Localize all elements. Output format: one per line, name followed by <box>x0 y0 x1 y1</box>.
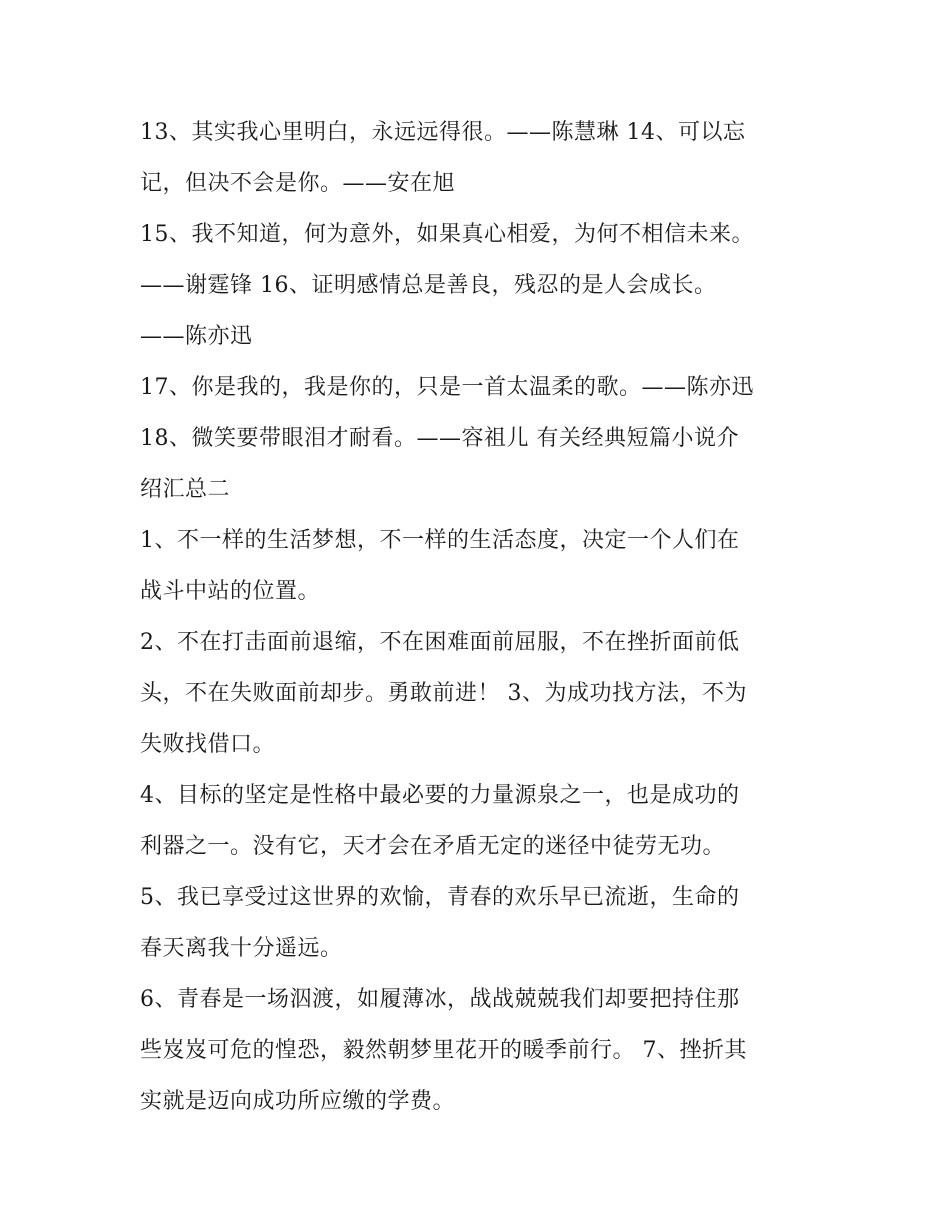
text-line: 记，但决不会是你。——安在旭 <box>140 171 456 196</box>
text-line: ——陈亦迅 <box>140 324 253 349</box>
text-line: 18、微笑要带眼泪才耐看。——容祖儿 有关经典短篇小说介 <box>140 426 739 451</box>
text-line: 5、我已享受过这世界的欢愉，青春的欢乐早已流逝，生命的 <box>140 885 740 910</box>
text-line: 实就是迈向成功所应缴的学费。 <box>140 1089 456 1114</box>
text-line: 6、青春是一场泅渡，如履薄冰，战战兢兢我们却要把持住那 <box>140 987 740 1012</box>
text-line: 1、不一样的生活梦想，不一样的生活态度，决定一个人们在 <box>140 528 740 553</box>
text-line: ——谢霆锋 16、证明感情总是善良，残忍的是人会成长。 <box>140 273 717 298</box>
text-line: 13、其实我心里明白，永远远得很。——陈慧琳 14、可以忘 <box>140 120 746 145</box>
text-line: 2、不在打击面前退缩，不在困难面前屈服，不在挫折面前低 <box>140 630 740 655</box>
text-line: 失败找借口。 <box>140 732 276 757</box>
text-line: 春天离我十分遥远。 <box>140 936 343 961</box>
text-line: 17、你是我的，我是你的，只是一首太温柔的歌。——陈亦迅 <box>140 375 754 400</box>
text-line: 头，不在失败面前却步。勇敢前进！ 3、为成功找方法，不为 <box>140 681 747 706</box>
text-line: 些岌岌可危的惶恐，毅然朝梦里花开的暖季前行。 7、挫折其 <box>140 1038 747 1063</box>
text-line: 15、我不知道，何为意外，如果真心相爱，为何不相信未来。 <box>140 222 754 247</box>
text-line: 利器之一。没有它，天才会在矛盾无定的迷径中徒劳无功。 <box>140 834 726 859</box>
text-line: 战斗中站的位置。 <box>140 579 321 604</box>
document-page <box>140 107 820 1127</box>
text-line: 4、目标的坚定是性格中最必要的力量源泉之一，也是成功的 <box>140 783 740 808</box>
text-line: 绍汇总二 <box>140 477 231 502</box>
